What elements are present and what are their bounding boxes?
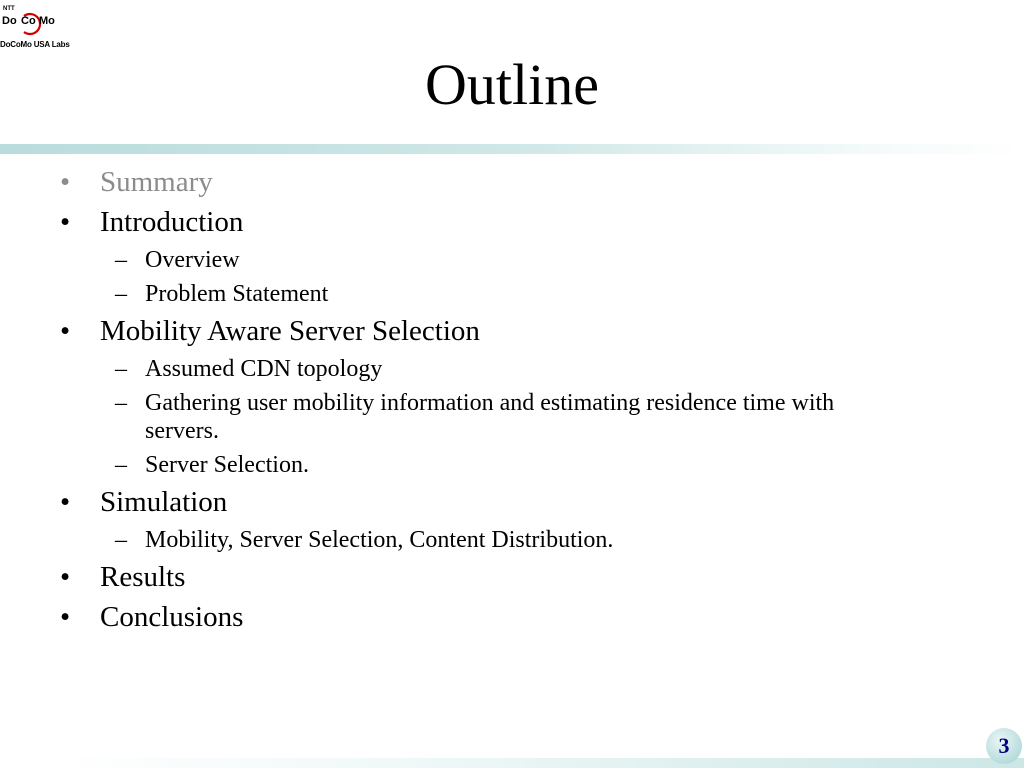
outline-item-text: Mobility, Server Selection, Content Distribution.: [145, 527, 614, 553]
outline-item-text: Mobility Aware Server Selection: [100, 315, 480, 347]
bullet-marker: •: [60, 601, 71, 633]
outline-subitem-gathering: [115, 389, 835, 417]
outline-item-text: Problem Statement: [145, 281, 329, 307]
bullet-marker: •: [60, 315, 71, 347]
outline-subitem-gathering-cont: [145, 417, 219, 445]
page-number-badge: 3: [986, 728, 1022, 764]
outline-item-introduction: [60, 205, 244, 239]
outline-item-text: Introduction: [100, 206, 244, 238]
dash-marker: –: [115, 452, 127, 478]
title-divider: [0, 144, 1024, 154]
slide-title: Outline: [425, 52, 599, 117]
logo-mo-text: Mo: [39, 15, 55, 27]
outline-item-text: Gathering user mobility information and estimating residence time with: [145, 390, 835, 416]
dash-marker: –: [115, 281, 127, 307]
outline-subitem-server-selection: [115, 451, 309, 479]
outline-item-text: Results: [100, 561, 186, 593]
dash-marker: –: [115, 247, 127, 273]
outline-item-text: Summary: [100, 166, 213, 198]
outline-item-conclusions: [60, 600, 244, 634]
dash-marker: –: [115, 527, 127, 553]
dash-marker: –: [115, 356, 127, 382]
outline-item-mobility-aware: [60, 314, 480, 348]
outline-item-text: Conclusions: [100, 601, 244, 633]
outline-item-text: Simulation: [100, 486, 228, 518]
outline-subitem-mobility-distribution: [115, 526, 614, 554]
bullet-marker: •: [60, 206, 71, 238]
outline-item-text: Assumed CDN topology: [145, 356, 383, 382]
docomo-logo: [0, 2, 70, 52]
outline-subitem-overview: [115, 246, 240, 274]
logo-subtitle: DoCoMo USA Labs: [0, 40, 70, 49]
outline-subitem-cdn-topology: [115, 355, 383, 383]
logo-co-text: Co: [21, 15, 36, 27]
outline-item-text: Overview: [145, 247, 240, 273]
bullet-marker: •: [60, 561, 71, 593]
outline-item-text: servers.: [145, 418, 219, 444]
bullet-marker: •: [60, 486, 71, 518]
outline-subitem-problem-statement: [115, 280, 329, 308]
bullet-marker: •: [60, 166, 71, 198]
outline-item-simulation: [60, 485, 228, 519]
outline-item-results: [60, 560, 186, 594]
footer-bar: [60, 758, 1024, 768]
outline-item-text: Server Selection.: [145, 452, 309, 478]
logo-do-text: Do: [2, 15, 17, 27]
docomo-logo-mark: [0, 2, 62, 40]
dash-marker: –: [115, 390, 127, 416]
logo-ntt-text: NTT: [3, 6, 15, 12]
outline-item-summary: [60, 165, 213, 199]
